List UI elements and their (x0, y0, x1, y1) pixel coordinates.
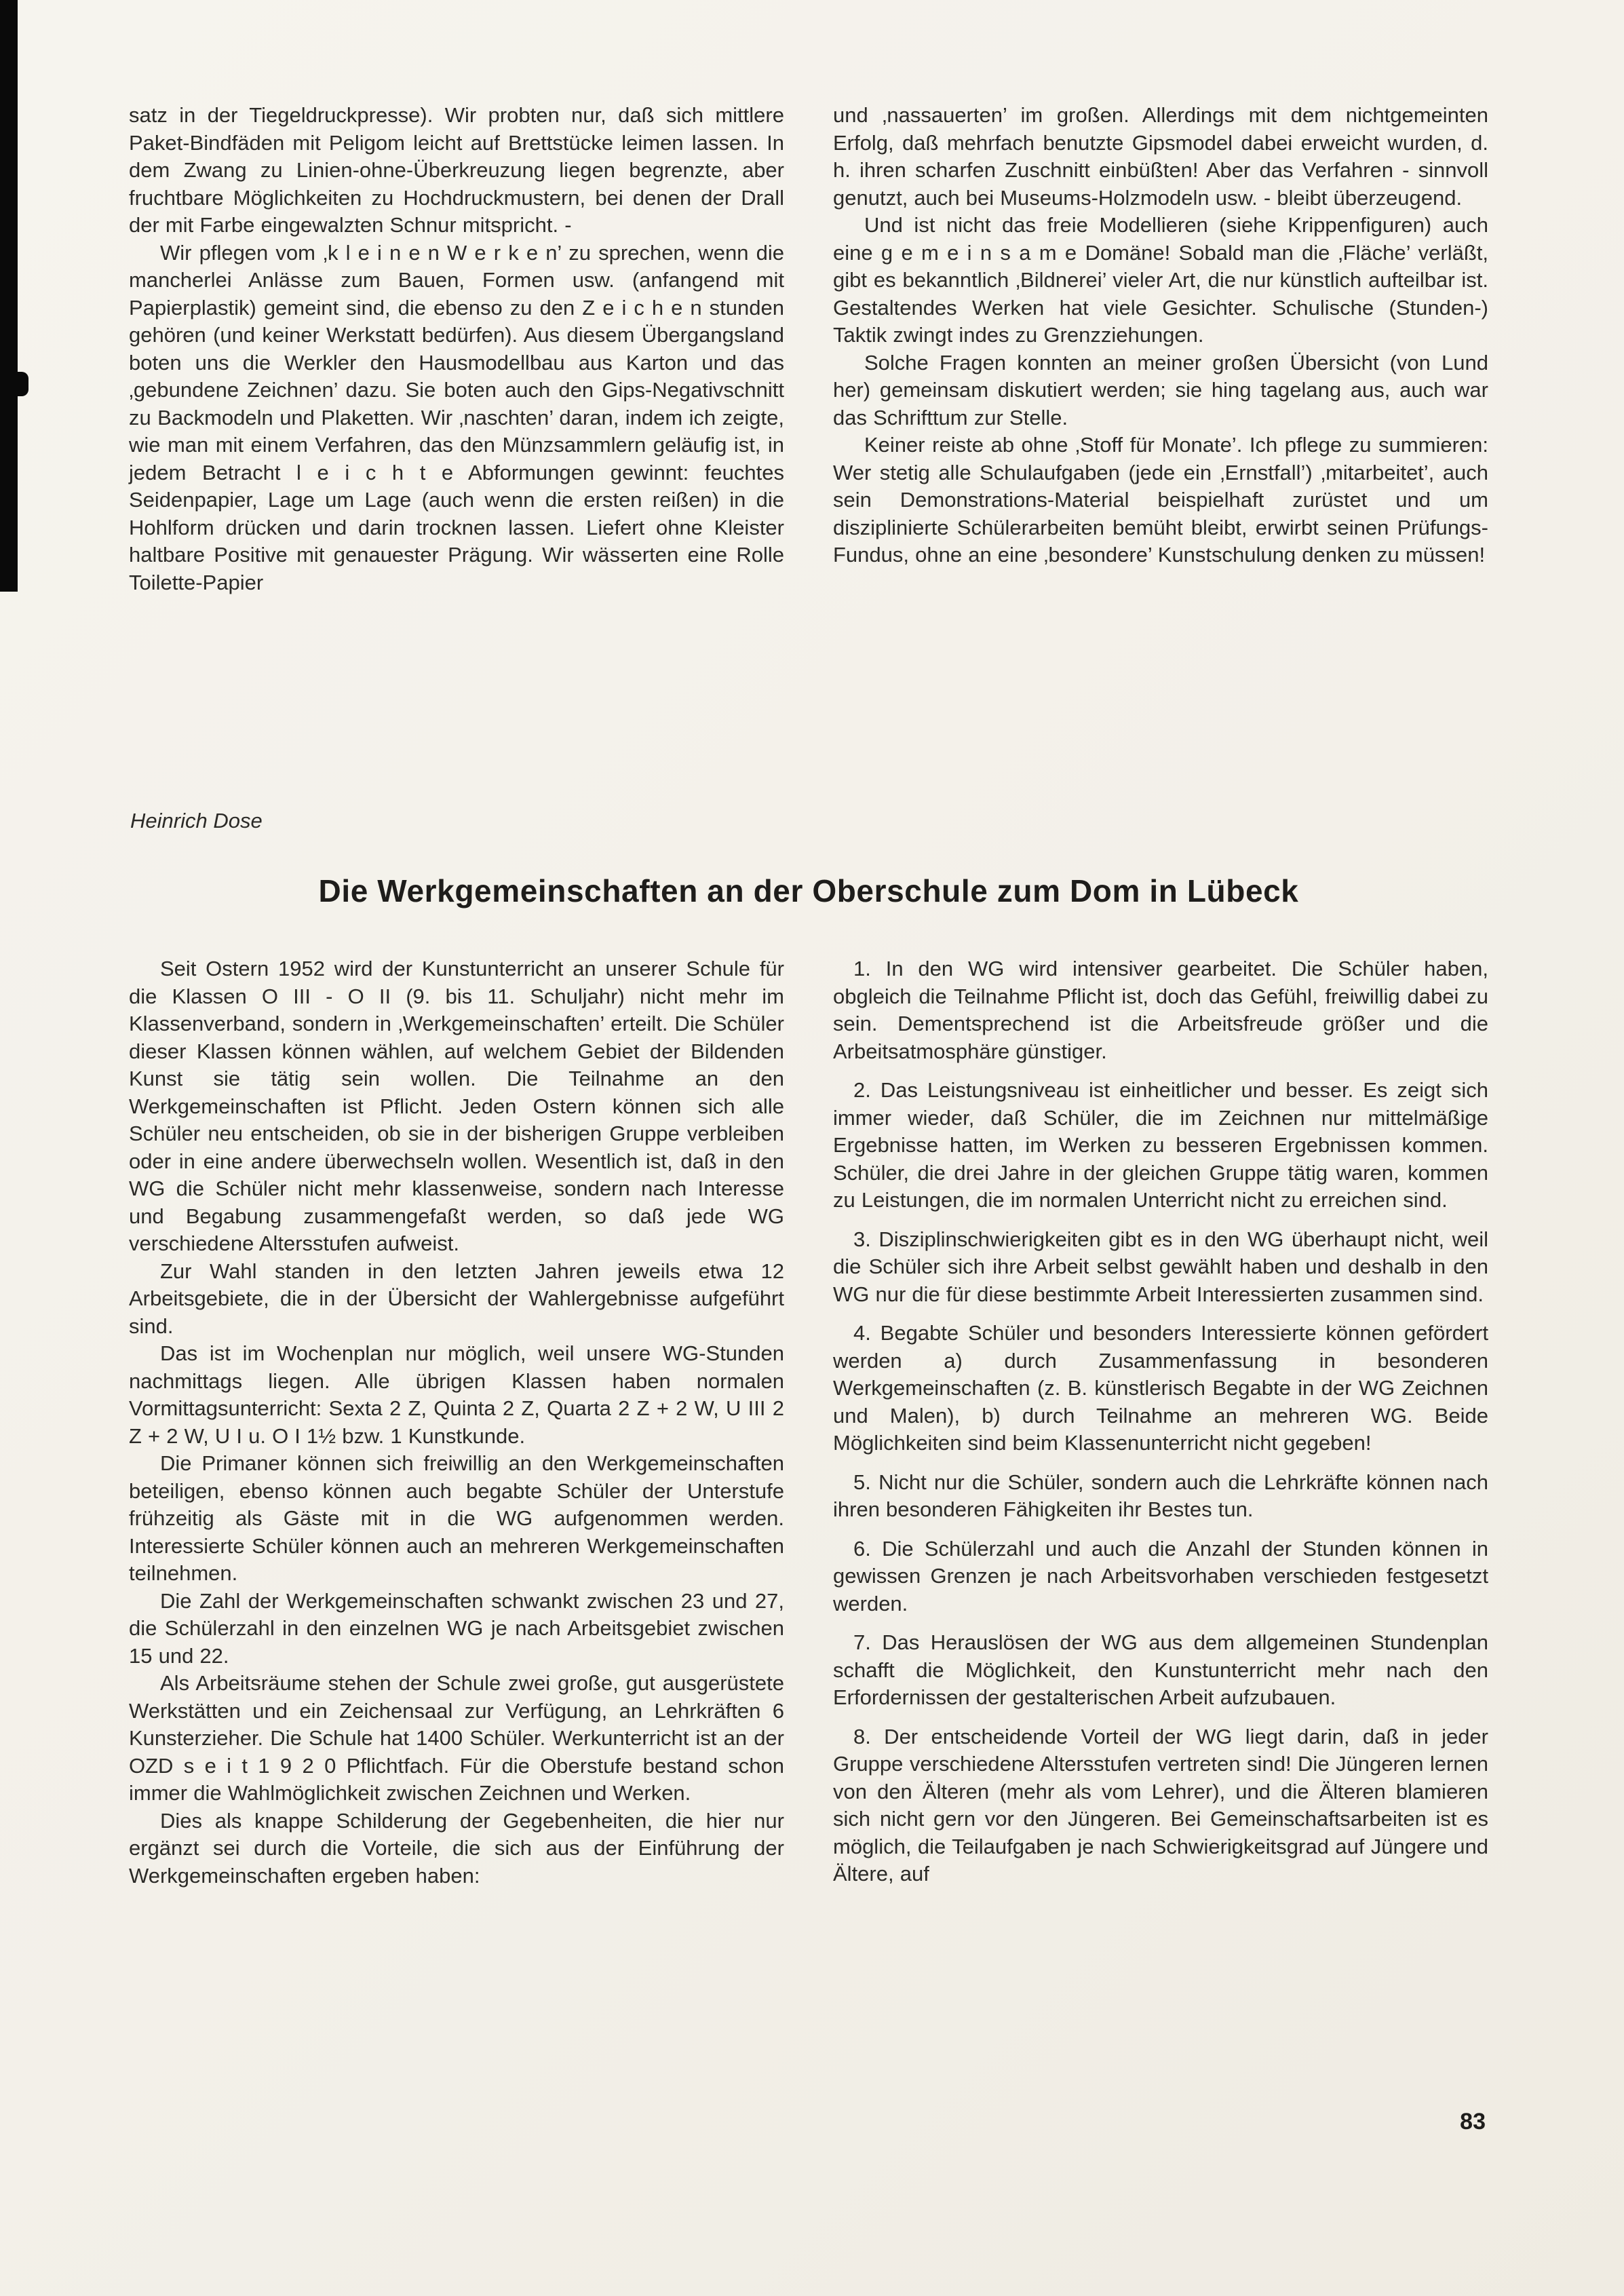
article-numbered-item-8: 8. Der entscheidende Vorteil der WG liegt darin, daß in jeder Gruppe verschiedene Altersstufen vertreten sind! Die Jüngeren lernen von den Älteren (mehr als vom Lehrer), und die Älteren blamieren sich nicht gern vor den Jüngeren. Bei Gemeinschaftsarbeiten ist es möglich, die Teilaufgaben je nach Schwierigkeitsgrad auf Jüngere und Ältere, auf (833, 1724, 1488, 1886)
intro-right-column (833, 102, 1488, 596)
article-author: Heinrich Dose (130, 809, 263, 833)
article-numbered-item-7: 7. Das Herauslösen der WG aus dem allgemeinen Stundenplan schafft die Möglichkeit, den Kunstunterricht mehr nach den Erfordernissen der gestalterischen Arbeit aufzubauen. (833, 1630, 1488, 1709)
intro-left-paragraph-1: satz in der Tiegeldruckpresse). Wir probten nur, daß sich mittlere Paket-Bindfäden mit Peligom leicht auf Brettstücke leimen lassen. In dem Zwang zu Linien-ohne-Überkreuzung liegen begrenzte, aber fruchtbare Möglichkeiten zu Hochdruckmustern, bei denen der Drall der mit Farbe eingewalzten Schnur mitspricht. - (129, 103, 784, 237)
article-left-column (129, 955, 784, 1890)
intro-right-paragraph-3: Solche Fragen konnten an meiner großen Übersicht (von Lund her) gemeinsam diskutiert werden; sie hing tagelang aus, auch war das Schrifttum zur Stelle. (833, 350, 1488, 429)
article-numbered-item-6: 6. Die Schülerzahl und auch die Anzahl der Stunden können in gewissen Grenzen je nach Arbeitsvorhaben verschieden festgesetzt werden. (833, 1536, 1488, 1615)
intro-right-paragraph-4: Keiner reiste ab ohne ‚Stoff für Monate’. Ich pflege zu summieren: Wer stetig alle Schulaufgaben (jede ein ‚Ernstfall’) ‚mitarbeitet’, auch sein Demonstrations-Material beispielhaft zurüstet und um disziplinierte Schülerarbeiten bemüht bleibt, erwirbt seinen Prüfungs-Fundus, ohne an eine ‚besondere’ Kunstschulung denken zu müssen! (833, 433, 1488, 567)
article-left-paragraph-6: Als Arbeitsräume stehen der Schule zwei große, gut ausgerüstete Werkstätten und ein Zeichensaal zur Verfügung, an Lehrkräften 6 Kunsterzieher. Die Schule hat 1400 Schüler. Werkunterricht ist an der OZD s e i t 1 9 2 0 Pflichtfach. Für die Oberstufe bestand schon immer die Wahlmöglichkeit zwischen Zeichnen und Werken. (129, 1671, 784, 1805)
article-numbered-item-1: 1. In den WG wird intensiver gearbeitet. Die Schüler haben, obgleich die Teilnahme Pflicht ist, doch das Gefühl, freiwillig dabei zu sein. Dementsprechend ist die Arbeitsfreude größer und die Arbeitsatmosphäre günstiger. (833, 957, 1488, 1063)
article-left-paragraph-3: Das ist im Wochenplan nur möglich, weil unsere WG-Stunden nachmittags liegen. Alle übrigen Klassen haben normalen Vormittagsunterricht: Sexta 2 Z, Quinta 2 Z, Quarta 2 Z + 2 W, U III 2 Z + 2 W, U I u. O I 1½ bzw. 1 Kunstkunde. (129, 1341, 784, 1448)
intro-left-column (129, 102, 784, 596)
article-left-paragraph-4: Die Primaner können sich freiwillig an den Werkgemeinschaften beteiligen, ebenso können auch begabte Schüler der Unterstufe frühzeitig als Gäste mit in die WG aufgenommen werden. Interessierte Schüler können auch an mehreren Werkgemeinschaften teilnehmen. (129, 1451, 784, 1585)
article-left-paragraph-5: Die Zahl der Werkgemeinschaften schwankt zwischen 23 und 27, die Schülerzahl in den einzelnen WG je nach Arbeitsgebiet zwischen 15 und 22. (129, 1588, 784, 1668)
scan-artifact-mark (0, 372, 28, 396)
article-numbered-item-4: 4. Begabte Schüler und besonders Interessierte können gefördert werden a) durch Zusammenfassung in besonderen Werkgemeinschaften (z. B. künstlerisch Begabte in der WG Zeichnen und Malen), b) durch Teilnahme an mehreren WG. Beide Möglichkeiten sind beim Klassenunterricht nicht gegeben! (833, 1321, 1488, 1455)
article-numbered-item-3: 3. Disziplinschwierigkeiten gibt es in den WG überhaupt nicht, weil die Schüler sich ihre Arbeit selbst gewählt haben und deshalb in den WG nur die für diese bestimmte Arbeit Interessierten zusammen sind. (833, 1227, 1488, 1306)
scan-artifact-bar (0, 0, 18, 592)
article-left-paragraph-2: Zur Wahl standen in den letzten Jahren jeweils etwa 12 Arbeitsgebiete, die in der Übersicht der Wahlergebnisse aufgeführt sind. (129, 1259, 784, 1338)
article-numbered-item-5: 5. Nicht nur die Schüler, sondern auch die Lehrkräfte können nach ihren besonderen Fähigkeiten ihr Bestes tun. (833, 1470, 1488, 1521)
article-numbered-item-2: 2. Das Leistungsniveau ist einheitlicher und besser. Es zeigt sich immer wieder, daß Schüler, die im Zeichnen nur mittelmäßige Ergebnisse hatten, im Werken zu besseren Ergebnissen kommen. Schüler, die drei Jahre in der gleichen Gruppe tätig waren, kommen zu Leistungen, die im normalen Unterricht nicht zu erreichen sind. (833, 1078, 1488, 1212)
article-title: Die Werkgemeinschaften an der Oberschule zum Dom in Lübeck (318, 873, 1299, 908)
article-section (129, 955, 1488, 1890)
page-number: 83 (1460, 2109, 1486, 2135)
intro-section (129, 102, 1488, 596)
intro-right-paragraph-1: und ‚nassauerten’ im großen. Allerdings mit dem nichtgemeinten Erfolg, daß mehrfach benutzte Gipsmodel dabei erweicht wurden, d. h. ihren scharfen Zuschnitt einbüßten! Aber das Verfahren - sinnvoll genutzt, auch bei Museums-Holzmodeln usw. - bleibt überzeugend. (833, 103, 1488, 210)
article-left-paragraph-1: Seit Ostern 1952 wird der Kunstunterricht an unserer Schule für die Klassen O III - O II (9. bis 11. Schuljahr) nicht mehr im Klassenverband, sondern in ‚Werkgemeinschaften’ erteilt. Die Schüler dieser Klassen können wählen, auf welchem Gebiet der Bildenden Kunst sie tätig sein wollen. Die Teilnahme an den Werkgemeinschaften ist Pflicht. Jeden Ostern können sich alle Schüler neu entscheiden, ob sie in der bisherigen Gruppe verbleiben oder in eine andere überwechseln wollen. Wesentlich ist, daß in den WG die Schüler nicht mehr klassenweise, sondern nach Interesse und Begabung zusammengefaßt werden, so daß jede WG verschiedene Altersstufen aufweist. (129, 957, 784, 1255)
article-left-paragraph-7: Dies als knappe Schilderung der Gegebenheiten, die hier nur ergänzt sei durch die Vorteile, die sich aus der Einführung der Werkgemeinschaften ergeben haben: (129, 1808, 784, 1888)
intro-right-paragraph-2: Und ist nicht das freie Modellieren (siehe Krippenfiguren) auch eine g e m e i n s a m e Domäne! Sobald man die ‚Fläche’ verläßt, gibt es bekanntlich ‚Bildnerei’ vieler Art, die nur künstlich aufteilbar ist. Gestaltendes Werken hat viele Gesichter. Schulische (Stunden-) Taktik zwingt indes zu Grenzziehungen. (833, 213, 1488, 347)
intro-left-paragraph-2: Wir pflegen vom ‚k l e i n e n W e r k e n’ zu sprechen, wenn die mancherlei Anlässe zum Bauen, Formen usw. (anfangend mit Papierplastik) gemeint sind, die ebenso zu den Z e i c h e n stunden gehören (und keiner Werkstatt bedürfen). Aus diesem Übergangsland boten uns die Werkler den Hausmodellbau aus Karton und das ‚gebundene Zeichnen’ dazu. Sie boten auch den Gips-Negativschnitt zu Backmodeln und Plaketten. Wir ‚naschten’ daran, indem ich zeigte, wie man mit einem Verfahren, das den Münzsammlern geläufig ist, in jedem Betracht l e i c h t e Abformungen gewinnt: feuchtes Seidenpapier, Lage um Lage (auch wenn die ersten reißen) in die Hohlform drücken und darin trocknen lassen. Liefert ohne Kleister haltbare Positive mit genauester Prägung. Wir wässerten eine Rolle Toilette-Papier (129, 240, 784, 594)
article-right-column (833, 955, 1488, 1890)
